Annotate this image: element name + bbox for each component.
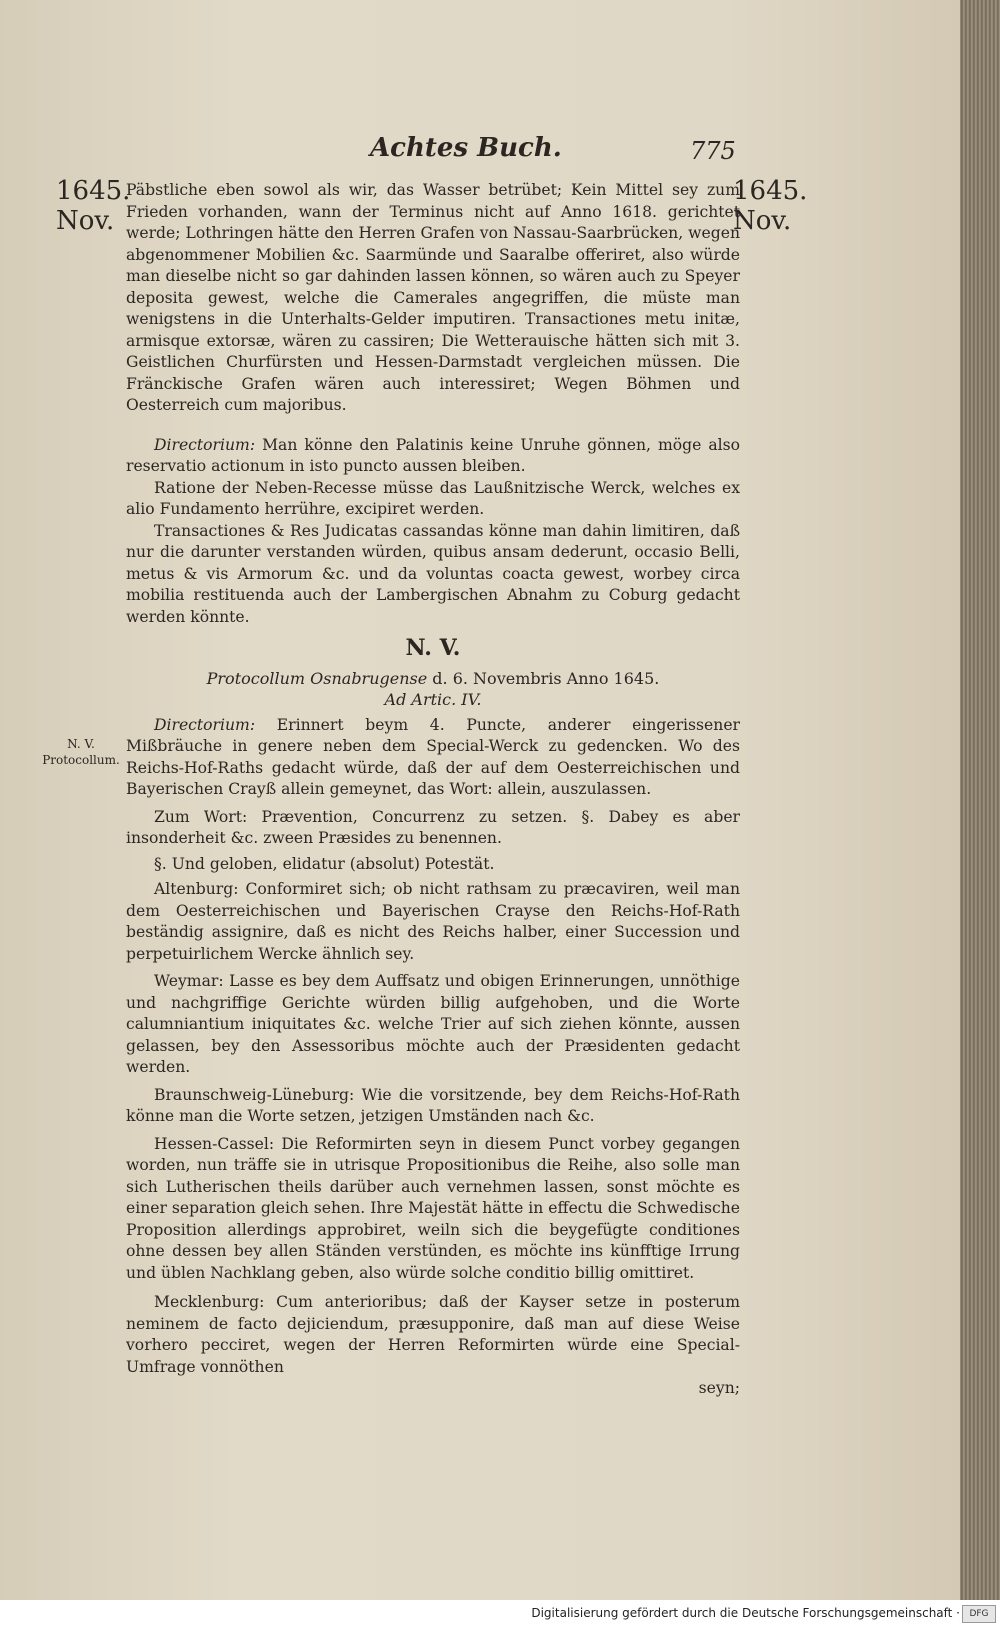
paragraph-mecklenburg: Mecklenburg: Cum anterioribus; daß der Kayser setze in posterum neminem de facto dejiciendum, præsupponire, daß man auf diese Weise vorhero pecciret, wegen der Herren Reformirten würde eine Special-Umfrage vonnöthen <box>126 1293 740 1376</box>
dfg-logo: DFG <box>962 1605 996 1623</box>
paragraph-6: Zum Wort: Prævention, Concurrenz zu setzen. §. Dabey es aber insonderheit &c. zween Præsides zu benennen. <box>126 807 740 847</box>
directorium-label-2: Directorium: <box>154 715 256 734</box>
body-text <box>126 180 740 1400</box>
left-margin-month: Nov. <box>56 206 115 236</box>
running-title: Achtes Buch. <box>370 133 562 163</box>
article-heading: Ad Artic. IV. <box>384 690 482 709</box>
paragraph-4: Transactiones & Res Judicatas cassandas könne man dahin limitiren, daß nur die darunter verstanden würden, quibus ansam dederunt, occasio Belli, metus & vis Armorum &c. und da voluntas coacta gewest, worbey circa mobilia restituenda auch der Lambergischen Abnahm zu Coburg gedacht werden könnte. <box>126 521 740 626</box>
paragraph-2-text: Man könne den Palatinis keine Unruhe gönnen, möge also reservatio actionum in isto puncto aussen bleiben. <box>126 435 740 475</box>
footer-bar <box>0 1600 1000 1626</box>
catchword: seyn; <box>698 1379 740 1397</box>
left-margin-date <box>56 176 130 236</box>
side-note-line-2: Protocollum. <box>42 753 120 767</box>
protocol-title: Protocollum Osnabrugense <box>206 668 428 688</box>
side-note-line-1: N. V. <box>67 737 95 751</box>
page-number: 775 <box>690 137 736 165</box>
paragraph-braunschweig: Braunschweig-Lüneburg: Wie die vorsitzende, bey dem Reichs-Hof-Rath könne man die Worte setzen, jetzigen Umständen nach &c. <box>126 1085 740 1125</box>
left-margin-year: 1645. <box>56 176 131 206</box>
right-margin-month: Nov. <box>733 206 792 236</box>
section-title: N. V. <box>405 635 461 661</box>
page-edges <box>960 0 1000 1600</box>
paragraph-weymar: Weymar: Lasse es bey dem Auffsatz und obigen Erinnerungen, unnöthige und nachgriffige Gerichte würden billig aufgehoben, und die Worte calumniantium iniquitates &c. welche Trier auf sich ziehen könnte, aussen gelassen, bey den Assessoribus möchte auch der Præsidenten gedacht werden. <box>126 972 740 1076</box>
paragraph-1: Päbstliche eben sowol als wir, das Wasser betrübet; Kein Mittel sey zum Frieden vorhanden, wann der Terminus nicht auf Anno 1618. gerichtet werde; Lothringen hätte den Herren Grafen von Nassau-Saarbrücken, wegen abgenommener Mobilien &c. Saarmünde und Saaralbe offeriret, also würde man dieselbe nicht so gar dahinden lassen können, so wären auch zu Speyer deposita gewest, welche die Camerales angegriffen, die müste man wenigstens in die Unterhalts-Gelder imputiren. Transactiones metu initæ, armisque extorsæ, wären zu cassiren; Die Wetterauische hätten sich mit 3. Geistlichen Churfürsten und Hessen-Darmstadt vergleichen müssen. Die Fränckische Grafen wären auch interessiret; Wegen Böhmen und Oesterreich cum majoribus. <box>126 181 740 414</box>
running-header <box>120 133 740 173</box>
protocol-heading <box>126 668 740 690</box>
protocol-date: d. 6. Novembris Anno 1645. <box>427 668 660 688</box>
side-note <box>38 736 124 768</box>
paragraph-3: Ratione der Neben-Recesse müsse das Laußnitzische Werck, welches ex alio Fundamento herrühre, excipiret werden. <box>126 478 740 518</box>
paragraph-5-text: Erinnert beym 4. Puncte, anderer eingerissener Mißbräuche in genere neben dem Special-Werck zu gedencken. Wo des Reichs-Hof-Raths gedacht würde, daß der auf dem Oesterreichischen und Bayerischen Crayß allein gemeynet, das Wort: allein, auszulassen. <box>126 715 740 798</box>
right-margin-date <box>733 176 807 236</box>
funding-credit: Digitalisierung gefördert durch die Deutsche Forschungsgemeinschaft · <box>531 1606 960 1620</box>
paragraph-7: §. Und geloben, elidatur (absolut) Potestät. <box>154 854 495 873</box>
paragraph-hessen-cassel: Hessen-Cassel: Die Reformirten seyn in diesem Punct vorbey gegangen worden, nun träffe sie in utrisque Propositionibus die Reihe, also solle man sich Lutherischen theils darüber auch vernehmen lassen, sonst möchte es einer separation gleich sehen. Ihre Majestät hätte in effectu die Schwedische Proposition allerdings approbiret, weiln sich die beygefügte conditiones ohne dessen bey allen Ständen verstünden, es möchte ins künfftige Irrung und üblen Nachklang geben, also würde solche conditio billig omittiret. <box>126 1134 740 1282</box>
right-margin-year: 1645. <box>733 176 808 206</box>
directorium-label: Directorium: <box>154 435 256 454</box>
paragraph-2 <box>126 435 740 478</box>
paragraph-altenburg: Altenburg: Conformiret sich; ob nicht rathsam zu præcaviren, weil man dem Oesterreichischen und Bayerischen Crayse den Reichs-Hof-Rath beständig assignire, daß es nicht des Reichs halber, einer Succession und perpetuirlichem Wercke ähnlich sey. <box>126 880 740 963</box>
paragraph-5 <box>126 715 740 801</box>
